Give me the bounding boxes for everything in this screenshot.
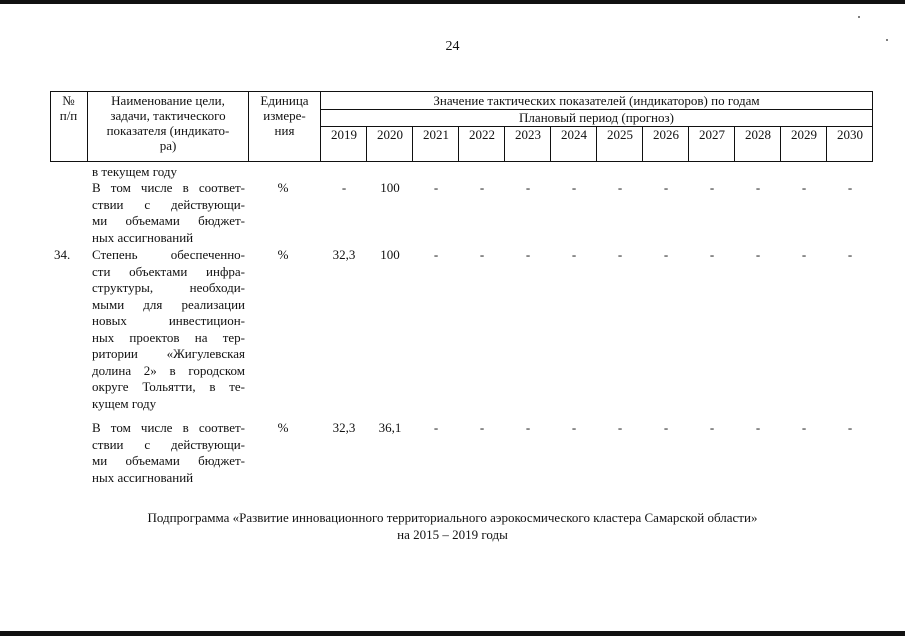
header-year-2028: 2028 (745, 127, 771, 142)
value-2026: - (663, 180, 669, 195)
value-2025: - (617, 420, 623, 435)
header-year-divider (688, 126, 689, 162)
indicator-name-line: ствии с действующи- (92, 436, 245, 452)
value-2019: 32,3 (332, 420, 356, 435)
indicator-name-line: кущем году (92, 395, 157, 411)
indicator-name-line: В том числе в соответ- (92, 180, 245, 195)
value-2030: - (847, 247, 853, 262)
header-year-2020: 2020 (377, 127, 403, 142)
indicator-name-line: ми объемами бюджет- (92, 453, 245, 468)
value-2030: - (847, 420, 853, 435)
indicator-name-line: новых инвестицион- (92, 313, 245, 328)
value-2025: - (617, 247, 623, 262)
value-2028: - (755, 247, 761, 262)
scan-speck (858, 16, 860, 18)
value-2021: - (433, 180, 439, 195)
indicator-name (92, 164, 245, 181)
value-2023: - (525, 247, 531, 262)
header-year-divider (458, 126, 459, 162)
indicator-name (92, 420, 245, 486)
header-year-divider (826, 126, 827, 162)
indicator-name-line: в текущем году (92, 164, 177, 179)
value-2020: 100 (380, 247, 400, 262)
header-year-2029: 2029 (791, 127, 817, 142)
row-number: 34. (54, 247, 71, 262)
value-2024: - (571, 420, 577, 435)
value-2030: - (847, 180, 853, 195)
bottom-scan-border (0, 631, 905, 636)
header-year-2022: 2022 (469, 127, 495, 142)
header-unit-line: ния (274, 123, 295, 138)
header-unit-cell (249, 93, 320, 138)
header-plan-period: Плановый период (прогноз) (519, 110, 674, 125)
indicator-name-line: В том числе в соответ- (92, 420, 245, 435)
value-2022: - (479, 247, 485, 262)
indicator-name-line: ствии с действующи- (92, 196, 245, 212)
value-2019: 32,3 (332, 247, 356, 262)
header-year-2019: 2019 (331, 127, 357, 142)
value-2026: - (663, 247, 669, 262)
indicator-name-line: мыми для реализации (92, 296, 245, 312)
header-num-line: п/п (59, 108, 78, 123)
value-2020: 36,1 (378, 420, 402, 435)
indicator-name-line: ных ассигнований (92, 229, 194, 245)
value-2022: - (479, 180, 485, 195)
indicator-name-line: структуры, необходи- (92, 280, 245, 295)
header-year-divider (734, 126, 735, 162)
header-name-line: задачи, тактического (110, 108, 226, 123)
header-name-line: показателя (индикато- (106, 123, 230, 138)
unit-cell: % (277, 180, 289, 195)
header-year-2026: 2026 (653, 127, 679, 142)
value-2028: - (755, 420, 761, 435)
header-values-group: Значение тактических показателей (индикаторов) по годам (433, 93, 760, 108)
indicator-name-line: долина 2» в городском (92, 362, 245, 378)
value-2029: - (801, 180, 807, 195)
header-top-border (50, 91, 873, 92)
value-2029: - (801, 247, 807, 262)
indicator-name-line: Степень обеспеченно- (92, 247, 245, 262)
page-number: 24 (445, 39, 460, 54)
value-2027: - (709, 247, 715, 262)
header-year-2025: 2025 (607, 127, 633, 142)
indicator-name-line: ми объемами бюджет- (92, 213, 245, 228)
indicator-name (92, 247, 245, 412)
value-2025: - (617, 180, 623, 195)
header-year-2023: 2023 (515, 127, 541, 142)
header-year-divider (642, 126, 643, 162)
header-num-line: № (62, 93, 75, 108)
subprogram-title-line1: Подпрограмма «Развитие инновационного территориального аэрокосмического кластера Самарской области» (147, 510, 758, 525)
header-unit-line: измере- (263, 108, 306, 123)
indicator-name-line: ных ассигнований (92, 469, 194, 485)
value-2022: - (479, 420, 485, 435)
indicator-name-line: сти объектами инфра- (92, 263, 245, 279)
header-name-line: ра) (159, 138, 177, 153)
indicator-name-line: округе Тольятти, в те- (92, 379, 245, 394)
indicator-name-line: ритории «Жигулевская (92, 346, 245, 361)
header-bottom-border (50, 161, 873, 162)
header-year-divider (780, 126, 781, 162)
header-unit-line: Единица (260, 93, 309, 108)
unit-cell: % (277, 247, 289, 262)
value-2028: - (755, 180, 761, 195)
top-scan-border (0, 0, 905, 4)
header-year-divider (412, 126, 413, 162)
indicator-name (92, 180, 245, 246)
value-2026: - (663, 420, 669, 435)
header-year-divider (550, 126, 551, 162)
unit-cell: % (277, 420, 289, 435)
header-year-2030: 2030 (837, 127, 863, 142)
header-year-2021: 2021 (423, 127, 449, 142)
header-num-cell (50, 93, 87, 123)
header-name-cell (88, 93, 248, 153)
header-year-divider (366, 126, 367, 162)
value-2020: 100 (380, 180, 400, 195)
header-name-line: Наименование цели, (111, 93, 225, 108)
value-2021: - (433, 247, 439, 262)
header-year-divider (504, 126, 505, 162)
value-2029: - (801, 420, 807, 435)
value-2021: - (433, 420, 439, 435)
subprogram-title-line2: на 2015 – 2019 годы (397, 527, 508, 542)
value-2023: - (525, 180, 531, 195)
value-2027: - (709, 420, 715, 435)
value-2019: - (341, 180, 347, 195)
value-2023: - (525, 420, 531, 435)
value-2024: - (571, 180, 577, 195)
indicator-name-line: ных проектов на тер- (92, 329, 245, 345)
header-year-divider (596, 126, 597, 162)
header-year-2024: 2024 (561, 127, 587, 142)
header-year-2027: 2027 (699, 127, 725, 142)
value-2024: - (571, 247, 577, 262)
value-2027: - (709, 180, 715, 195)
